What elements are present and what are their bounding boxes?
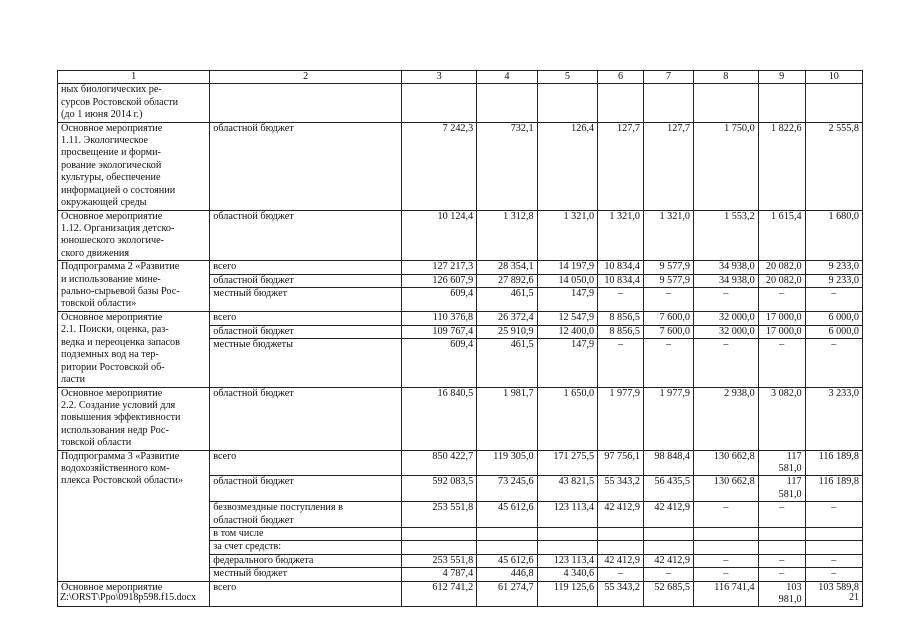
amount-cell: 3 082,0 — [758, 387, 805, 450]
program-name-cell: Основное мероприятие — [58, 581, 210, 607]
amount-cell: – — [643, 288, 693, 312]
amount-cell: 56 435,5 — [643, 476, 693, 502]
amount-cell: 1 615,4 — [758, 210, 805, 261]
program-name-cell: Основное мероприятие 2.1. Поиски, оценка, раз- ведка и переоценка запасов подземных вод на тер- ритории Ростовской об- ласти — [58, 312, 210, 387]
amount-cell: 612 741,2 — [402, 581, 477, 607]
table-row — [58, 312, 863, 326]
amount-cell: 461,5 — [477, 339, 537, 387]
amount-cell: 7 242,3 — [402, 122, 477, 210]
amount-cell: 7 600,0 — [643, 312, 693, 326]
program-name-cell: Подпрограмма 3 «Развитие водохозяйственного ком- плекса Ростовской области» — [58, 450, 210, 581]
amount-cell: 55 343,2 — [598, 581, 644, 607]
amount-cell: 6 000,0 — [805, 325, 862, 339]
amount-cell: 117 581,0 — [758, 450, 805, 476]
amount-cell: – — [598, 568, 644, 581]
funding-source-cell: безвозмездные поступления в областной бюджет — [210, 502, 402, 528]
program-name-cell: Основное мероприятие 2.2. Создание условий для повышения эффективности использования недр Рос- товской области — [58, 387, 210, 450]
column-header: 3 — [402, 71, 477, 84]
amount-cell: 8 856,5 — [598, 312, 644, 326]
amount-cell: 461,5 — [477, 288, 537, 312]
amount-cell: 117 581,0 — [758, 476, 805, 502]
amount-cell: 98 848,4 — [643, 450, 693, 476]
amount-cell: 1 680,0 — [805, 210, 862, 261]
amount-cell: 10 124,4 — [402, 210, 477, 261]
amount-cell: 1 321,0 — [537, 210, 597, 261]
amount-cell: 42 412,9 — [643, 502, 693, 528]
amount-cell: 1 750,0 — [694, 122, 759, 210]
amount-cell: 1 321,0 — [643, 210, 693, 261]
amount-cell: 16 840,5 — [402, 387, 477, 450]
table-row — [58, 450, 863, 476]
amount-cell: – — [694, 339, 759, 387]
amount-cell: 42 412,9 — [598, 502, 644, 528]
funding-source-cell: за счет средств: — [210, 541, 402, 554]
amount-cell: 10 834,4 — [598, 274, 644, 287]
amount-cell — [758, 84, 805, 122]
amount-cell: 26 372,4 — [477, 312, 537, 326]
amount-cell: 61 274,7 — [477, 581, 537, 607]
column-header: 5 — [537, 71, 597, 84]
amount-cell: – — [805, 339, 862, 387]
amount-cell: 20 082,0 — [758, 274, 805, 287]
amount-cell — [643, 84, 693, 122]
column-header: 2 — [210, 71, 402, 84]
amount-cell: 130 662,8 — [694, 450, 759, 476]
amount-cell: 32 000,0 — [694, 312, 759, 326]
funding-source-cell: областной бюджет — [210, 274, 402, 287]
amount-cell: 12 400,0 — [537, 325, 597, 339]
table-row — [58, 261, 863, 274]
program-name-cell: Подпрограмма 2 «Развитие и использование мине- рально-сырьевой базы Рос- товской области» — [58, 261, 210, 312]
funding-source-cell: областной бюджет — [210, 325, 402, 339]
table-row — [58, 122, 863, 210]
amount-cell: 14 050,0 — [537, 274, 597, 287]
amount-cell: 1 312,8 — [477, 210, 537, 261]
amount-cell: 52 685,5 — [643, 581, 693, 607]
amount-cell — [402, 541, 477, 554]
amount-cell — [537, 541, 597, 554]
amount-cell: 126,4 — [537, 122, 597, 210]
amount-cell: 171 275,5 — [537, 450, 597, 476]
amount-cell: 123 113,4 — [537, 502, 597, 528]
amount-cell: 119 305,0 — [477, 450, 537, 476]
amount-cell: 45 612,6 — [477, 554, 537, 567]
funding-source-cell: областной бюджет — [210, 210, 402, 261]
amount-cell: 116 189,8 — [805, 450, 862, 476]
amount-cell — [598, 527, 644, 540]
amount-cell — [402, 527, 477, 540]
amount-cell: 2 555,8 — [805, 122, 862, 210]
amount-cell: 110 376,8 — [402, 312, 477, 326]
column-header: 10 — [805, 71, 862, 84]
amount-cell — [598, 84, 644, 122]
amount-cell: 1 977,9 — [598, 387, 644, 450]
page-number: 21 — [849, 592, 859, 603]
amount-cell: 130 662,8 — [694, 476, 759, 502]
amount-cell — [402, 84, 477, 122]
amount-cell: 1 981,7 — [477, 387, 537, 450]
amount-cell — [758, 541, 805, 554]
amount-cell: 10 834,4 — [598, 261, 644, 274]
funding-source-cell: всего — [210, 261, 402, 274]
amount-cell: 14 197,9 — [537, 261, 597, 274]
amount-cell: 103 589,8 — [805, 581, 862, 607]
amount-cell: 446,8 — [477, 568, 537, 581]
amount-cell: 42 412,9 — [598, 554, 644, 567]
amount-cell: 3 233,0 — [805, 387, 862, 450]
amount-cell: 28 354,1 — [477, 261, 537, 274]
amount-cell: 253 551,8 — [402, 502, 477, 528]
amount-cell: 1 553,2 — [694, 210, 759, 261]
amount-cell: 17 000,0 — [758, 312, 805, 326]
amount-cell: 17 000,0 — [758, 325, 805, 339]
amount-cell: 34 938,0 — [694, 274, 759, 287]
amount-cell — [537, 527, 597, 540]
amount-cell — [477, 84, 537, 122]
amount-cell: 732,1 — [477, 122, 537, 210]
funding-source-cell: всего — [210, 450, 402, 476]
amount-cell — [805, 541, 862, 554]
funding-source-cell: в том числе — [210, 527, 402, 540]
amount-cell: 27 892,6 — [477, 274, 537, 287]
amount-cell — [694, 527, 759, 540]
column-header: 9 — [758, 71, 805, 84]
amount-cell: 4 340,6 — [537, 568, 597, 581]
amount-cell: 73 245,6 — [477, 476, 537, 502]
funding-source-cell: федерального бюджета — [210, 554, 402, 567]
amount-cell — [805, 84, 862, 122]
amount-cell: – — [694, 288, 759, 312]
amount-cell: 25 910,9 — [477, 325, 537, 339]
amount-cell — [643, 541, 693, 554]
amount-cell: 9 577,9 — [643, 274, 693, 287]
funding-source-cell: областной бюджет — [210, 122, 402, 210]
amount-cell — [477, 541, 537, 554]
amount-cell: 116 189,8 — [805, 476, 862, 502]
amount-cell: – — [643, 339, 693, 387]
amount-cell: 9 577,9 — [643, 261, 693, 274]
amount-cell: 116 741,4 — [694, 581, 759, 607]
amount-cell: – — [694, 502, 759, 528]
amount-cell: – — [805, 554, 862, 567]
funding-source-cell: областной бюджет — [210, 476, 402, 502]
column-header: 4 — [477, 71, 537, 84]
amount-cell: – — [694, 554, 759, 567]
funding-source-cell: всего — [210, 581, 402, 607]
column-header: 1 — [58, 71, 210, 84]
amount-cell: 147,9 — [537, 288, 597, 312]
amount-cell: 103 981,0 — [758, 581, 805, 607]
amount-cell: 127 217,3 — [402, 261, 477, 274]
funding-source-cell: местный бюджет — [210, 568, 402, 581]
amount-cell: 147,9 — [537, 339, 597, 387]
amount-cell: 8 856,5 — [598, 325, 644, 339]
amount-cell — [694, 541, 759, 554]
amount-cell: 45 612,6 — [477, 502, 537, 528]
amount-cell: 609,4 — [402, 339, 477, 387]
amount-cell — [643, 527, 693, 540]
amount-cell: – — [598, 339, 644, 387]
amount-cell: – — [643, 568, 693, 581]
amount-cell: – — [598, 288, 644, 312]
amount-cell: 43 821,5 — [537, 476, 597, 502]
program-name-cell: Основное мероприятие 1.11. Экологическое просвещение и форми- рование экологической культуры, обеспечение информацией о состоянии окружающей среды — [58, 122, 210, 210]
table-row — [58, 387, 863, 450]
amount-cell: 850 422,7 — [402, 450, 477, 476]
amount-cell — [477, 527, 537, 540]
amount-cell: 97 756,1 — [598, 450, 644, 476]
amount-cell: 12 547,9 — [537, 312, 597, 326]
amount-cell: 7 600,0 — [643, 325, 693, 339]
table-header-row — [58, 71, 863, 84]
amount-cell: 119 125,6 — [537, 581, 597, 607]
table-row — [58, 210, 863, 261]
amount-cell — [694, 84, 759, 122]
amount-cell: 1 822,6 — [758, 122, 805, 210]
amount-cell: 123 113,4 — [537, 554, 597, 567]
amount-cell: 609,4 — [402, 288, 477, 312]
amount-cell — [598, 541, 644, 554]
file-path: Z:\ORST\Ppo\0918p598.f15.docx — [60, 592, 197, 603]
amount-cell: – — [805, 288, 862, 312]
amount-cell: 127,7 — [598, 122, 644, 210]
amount-cell: – — [805, 502, 862, 528]
funding-source-cell: всего — [210, 312, 402, 326]
amount-cell: 109 767,4 — [402, 325, 477, 339]
column-header: 8 — [694, 71, 759, 84]
amount-cell: 2 938,0 — [694, 387, 759, 450]
amount-cell: 4 787,4 — [402, 568, 477, 581]
amount-cell: 1 321,0 — [598, 210, 644, 261]
amount-cell: – — [758, 554, 805, 567]
amount-cell: 9 233,0 — [805, 261, 862, 274]
amount-cell: 1 977,9 — [643, 387, 693, 450]
amount-cell: – — [758, 568, 805, 581]
program-name-cell: Основное мероприятие 1.12. Организация детско- юношеского экологиче- ского движения — [58, 210, 210, 261]
amount-cell: 9 233,0 — [805, 274, 862, 287]
amount-cell: 6 000,0 — [805, 312, 862, 326]
amount-cell: 1 650,0 — [537, 387, 597, 450]
amount-cell: – — [758, 288, 805, 312]
amount-cell: 42 412,9 — [643, 554, 693, 567]
funding-source-cell: местный бюджет — [210, 288, 402, 312]
amount-cell: 127,7 — [643, 122, 693, 210]
table-row — [58, 84, 863, 122]
amount-cell: – — [758, 339, 805, 387]
amount-cell: 34 938,0 — [694, 261, 759, 274]
amount-cell: 55 343,2 — [598, 476, 644, 502]
budget-table — [57, 70, 863, 607]
amount-cell — [758, 527, 805, 540]
amount-cell: 592 083,5 — [402, 476, 477, 502]
amount-cell: 32 000,0 — [694, 325, 759, 339]
funding-source-cell: местные бюджеты — [210, 339, 402, 387]
amount-cell — [537, 84, 597, 122]
amount-cell: – — [805, 568, 862, 581]
column-header: 7 — [643, 71, 693, 84]
amount-cell: 253 551,8 — [402, 554, 477, 567]
column-header: 6 — [598, 71, 644, 84]
amount-cell: 20 082,0 — [758, 261, 805, 274]
program-name-cell: ных биологических ре- сурсов Ростовской области (до 1 июня 2014 г.) — [58, 84, 210, 122]
amount-cell — [805, 527, 862, 540]
amount-cell: – — [758, 502, 805, 528]
funding-source-cell — [210, 84, 402, 122]
funding-source-cell: областной бюджет — [210, 387, 402, 450]
amount-cell: – — [694, 568, 759, 581]
amount-cell: 126 607,9 — [402, 274, 477, 287]
